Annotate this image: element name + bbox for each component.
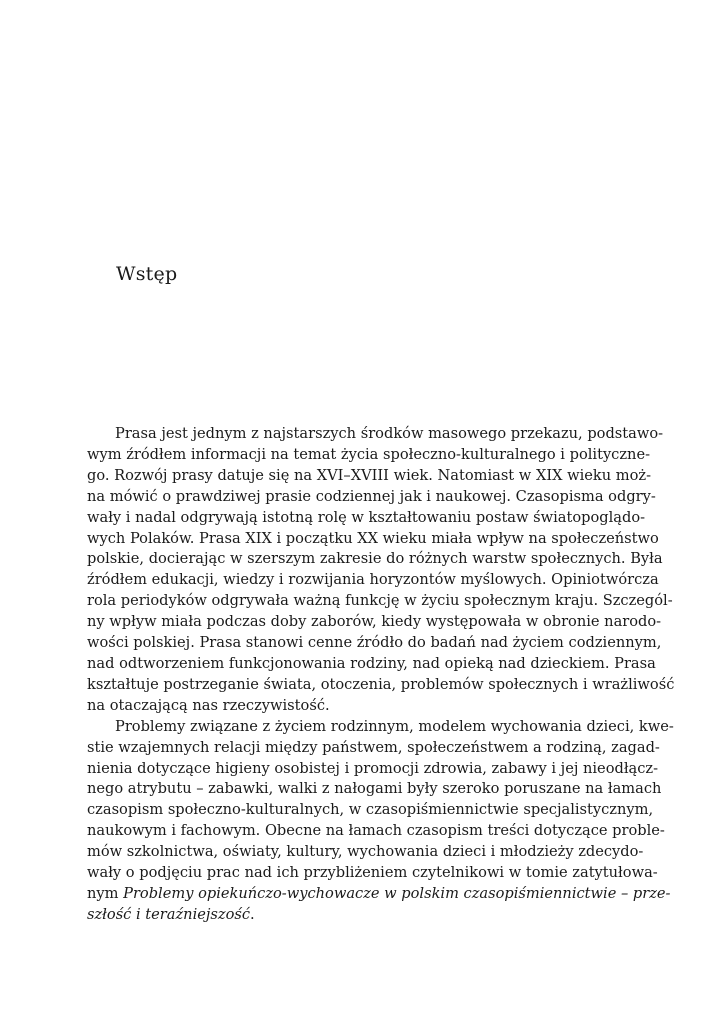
body-text bbox=[87, 424, 675, 926]
paragraph-line: ny wpływ miała podczas doby zaborów, kiedy występowała w obronie narodo- bbox=[87, 613, 662, 631]
chapter-title: Wstęp bbox=[116, 263, 178, 285]
paragraph-line: czasopism społeczno-kulturalnych, w czasopiśmiennictwie specjalistycznym, bbox=[87, 801, 654, 819]
paragraph-line bbox=[87, 905, 640, 926]
paragraph-line: na mówić o prawdziwej prasie codziennej jak i naukowej. Czasopisma odgry- bbox=[87, 487, 656, 505]
paragraph-line: rola periodyków odgrywała ważną funkcję w życiu społecznym kraju. Szczegól- bbox=[87, 592, 673, 610]
paragraph-line: kształtuje postrzeganie świata, otoczenia, problemów społecznych i wrażliwość bbox=[87, 675, 675, 693]
paragraph-line bbox=[87, 884, 671, 905]
paragraph-line: nienia dotyczące higieny osobistej i promocji zdrowia, zabawy i jej nieodłącz- bbox=[87, 759, 659, 777]
paragraph-line: nego atrybutu – zabawki, walki z nałogami były szeroko poruszane na łamach bbox=[87, 780, 662, 798]
paragraph-line: stie wzajemnych relacji między państwem, społeczeństwem a rodziną, zagad- bbox=[87, 738, 660, 756]
paragraph-line: nad odtworzeniem funkcjonowania rodziny, nad opieką nad dzieckiem. Prasa bbox=[87, 654, 656, 672]
paragraph-line: Prasa jest jednym z najstarszych środków masowego przekazu, podstawo- bbox=[115, 425, 664, 442]
book-title: Problemy opiekuńczo-wychowacze w polskim czasopiśmiennictwie – prze- bbox=[123, 884, 671, 902]
paragraph-line: wości polskiej. Prasa stanowi cenne źródło do badań nad życiem codziennym, bbox=[87, 634, 662, 652]
paragraph-line: polskie, docierając w szerszym zakresie do różnych warstw społecznych. Była bbox=[87, 550, 663, 568]
paragraph-text: . bbox=[250, 905, 255, 923]
paragraph-line: go. Rozwój prasy datuje się na XVI–XVIII wiek. Natomiast w XIX wieku moż- bbox=[87, 466, 652, 484]
paragraph-line: wych Polaków. Prasa XIX i początku XX wieku miała wpływ na społeczeństwo bbox=[87, 529, 659, 547]
paragraph-text: nym bbox=[87, 884, 124, 902]
paragraph-line: na otaczającą nas rzeczywistość. bbox=[87, 696, 330, 714]
book-title: szłość i teraźniejszość bbox=[87, 905, 251, 923]
paragraph-line: wym źródłem informacji na temat życia społeczno-kulturalnego i polityczne- bbox=[87, 445, 651, 463]
paragraph-line: wały o podjęciu prac nad ich przybliżeniem czytelnikowi w tomie zatytułowa- bbox=[87, 864, 658, 882]
paragraph-line: naukowym i fachowym. Obecne na łamach czasopism treści dotyczące proble- bbox=[87, 822, 665, 840]
paragraph-line: mów szkolnictwa, oświaty, kultury, wychowania dzieci i młodzieży zdecydo- bbox=[87, 843, 644, 861]
paragraph-line: Problemy związane z życiem rodzinnym, modelem wychowania dzieci, kwe- bbox=[115, 717, 674, 735]
paragraph-line: wały i nadal odgrywają istotną rolę w kształtowaniu postaw światopoglądo- bbox=[87, 508, 646, 526]
paragraph-line: źródłem edukacji, wiedzy i rozwijania horyzontów myślowych. Opiniotwórcza bbox=[87, 571, 659, 589]
